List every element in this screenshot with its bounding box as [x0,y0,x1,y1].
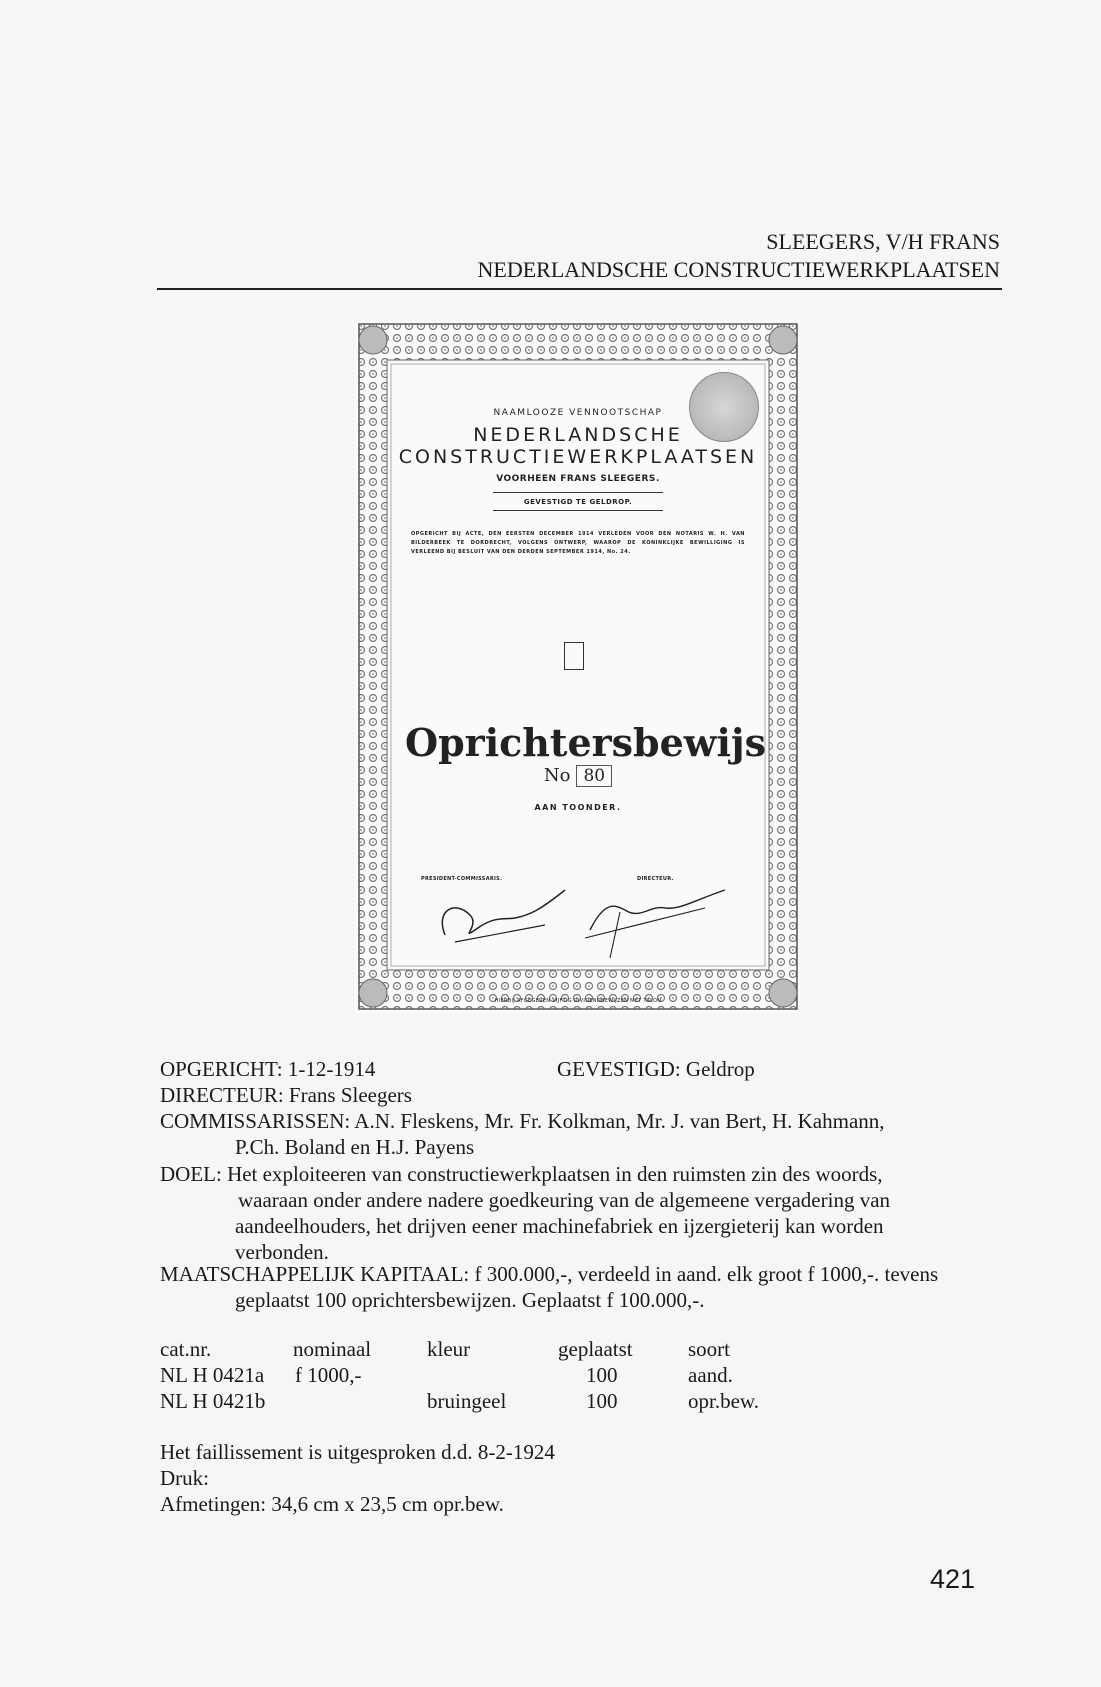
table-header-nominaal: nominaal [293,1337,372,1361]
header-line-1: SLEEGERS, V/H FRANS [766,229,1000,254]
header-line-2: NEDERLANDSCHE CONSTRUCTIEWERKPLAATSEN [477,257,1000,282]
kapitaal-line-2: geplaatst 100 oprichtersbewijzen. Geplaatst f 100.000,-. [235,1288,705,1312]
table-header-catnr: cat.nr. [160,1337,212,1361]
druk-note: Druk: [160,1466,209,1490]
page-number: 421 [930,1564,976,1594]
cert-seat: GEVESTIGD TE GELDROP. [523,498,633,506]
doel-line-2: waaraan onder andere nadere goedkeuring van de algemeene vergadering van [238,1188,891,1212]
table-cell-catnr: NL H 0421b [160,1389,266,1413]
commissarissen-line-2: P.Ch. Boland en H.J. Payens [235,1135,475,1159]
certificate-image [355,320,801,1013]
table-cell-soort: aand. [688,1363,733,1387]
commissarissen-line-1: COMMISSARISSEN: A.N. Fleskens, Mr. Fr. Kolkman, Mr. J. van Bert, H. Kahmann, [160,1109,885,1133]
certificate-content [398,380,767,1004]
cert-name-line-2: CONSTRUCTIEWERKPLAATSEN [398,446,758,468]
cert-signatures [415,880,745,960]
cert-number-prefix: No [543,765,571,786]
running-header [478,228,1001,284]
table-header-geplaatst: geplaatst [558,1337,633,1361]
directeur: DIRECTEUR: Frans Sleegers [160,1083,412,1107]
table-header-kleur: kleur [427,1337,471,1361]
cert-title: Oprichtersbewijs [405,720,767,765]
doel-line-3: aandeelhouders, het drijven eener machinefabriek en ijzergieterij kan worden [235,1214,884,1238]
cert-sig-label-president: PRESIDENT-COMMISSARIS. [421,876,503,882]
gevestigd: GEVESTIGD: Geldrop [557,1057,755,1081]
cert-founding-text: OPGERICHT BIJ ACTE, DEN EERSTEN DECEMBER 1914 VERLEDEN VOOR DEN NOTARIS W. H. VAN BILDERBEEK TE DORDRECHT, VOLGENS ONTWERP, WAAROP DE KONINKLIJKE BEWILLIGING IS VERLEEND BIJ BESLUIT VAN DEN DERDEN SEPTEMBER 1914, No. 24. [411,531,745,555]
cert-former-name: VOORHEEN FRANS SLEEGERS. [496,474,660,484]
table-cell-nominaal: f 1000,- [295,1363,362,1387]
cert-rule-1 [493,492,663,493]
doel-line-4: verbonden. [235,1240,329,1264]
header-rule [157,288,1002,290]
table-cell-soort: opr.bew. [688,1389,759,1413]
cert-number [405,765,751,787]
table-cell-geplaatst: 100 [586,1363,618,1387]
cert-rule-2 [493,510,663,511]
table-cell-kleur: bruingeel [427,1389,507,1413]
cert-number-value: 80 [576,765,612,787]
afmetingen-note: Afmetingen: 34,6 cm x 23,5 cm opr.bew. [160,1492,504,1516]
faillissement-note: Het faillissement is uitgesproken d.d. 8-2-1924 [160,1440,555,1464]
table-header-soort: soort [688,1337,730,1361]
cert-company-type: NAAMLOOZE VENNOOTSCHAP [493,408,663,418]
cert-bearer: AAN TOONDER. [534,803,622,812]
cert-emblem-icon [564,642,584,670]
cert-footer: HIERBIJ AFGEGEVEN VIJFTIG DIVIDENDBEWIJZEN MET TALON [494,998,662,1004]
cert-sig-label-director: DIRECTEUR. [637,876,674,882]
cert-name-line-1: NEDERLANDSCHE [473,424,683,446]
table-cell-catnr: NL H 0421a [160,1363,265,1387]
table-cell-geplaatst: 100 [586,1389,618,1413]
doel-line-1: DOEL: Het exploiteeren van constructiewerkplaatsen in den ruimsten zin des woords, [160,1162,883,1186]
opgericht: OPGERICHT: 1-12-1914 [160,1057,376,1081]
kapitaal-line-1: MAATSCHAPPELIJK KAPITAAL: f 300.000,-, verdeeld in aand. elk groot f 1000,-. tevens [160,1262,939,1286]
